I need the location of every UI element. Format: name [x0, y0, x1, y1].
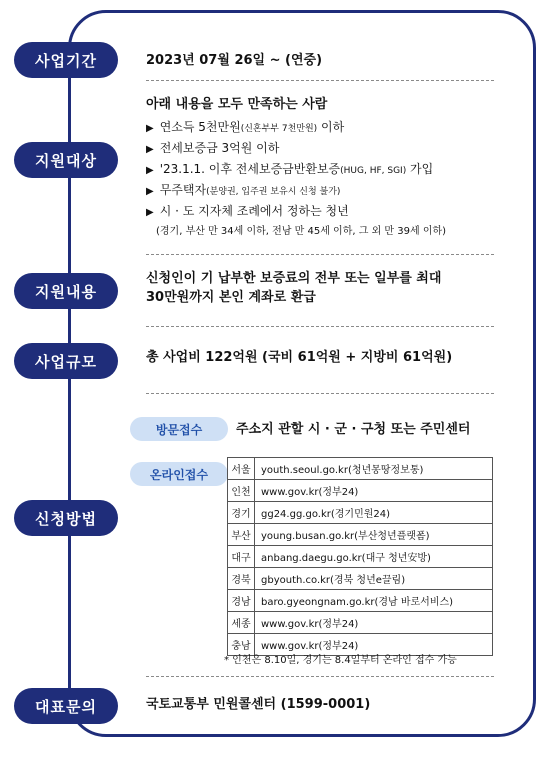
eligibility-section [146, 95, 494, 240]
label-support: 지원내용 [14, 273, 118, 309]
arrow-bullet-icon: ▶ [146, 123, 154, 134]
site-region: 경북 [228, 568, 255, 590]
site-url: baro.gyeongnam.go.kr(경남 바로서비스) [255, 590, 493, 612]
site-url: anbang.daegu.go.kr(대구 청년安방) [255, 546, 493, 568]
site-url: gbyouth.co.kr(경북 청년e끌림) [255, 568, 493, 590]
table-row [228, 524, 493, 546]
eligibility-item-main: 시 · 도 지자체 조례에서 정하는 청년 [159, 204, 349, 218]
divider [146, 254, 494, 255]
label-apply: 신청방법 [14, 500, 118, 536]
divider [146, 676, 494, 677]
table-row [228, 502, 493, 524]
eligibility-item-tail: 이하 [317, 120, 345, 134]
label-contact: 대표문의 [14, 688, 118, 724]
contact-text: 국토교통부 민원콜센터 (1599-0001) [146, 697, 371, 712]
site-region: 서울 [228, 458, 255, 480]
table-row [228, 612, 493, 634]
label-scale: 사업규모 [14, 343, 118, 379]
table-row [228, 590, 493, 612]
eligibility-item-sub: (HUG, HF, SGI) [340, 166, 407, 176]
label-period: 사업기간 [14, 42, 118, 78]
eligibility-item-main: 전세보증금 3억원 이하 [159, 141, 280, 155]
visit-label: 방문접수 [130, 417, 228, 441]
eligibility-item [146, 202, 494, 223]
site-url: young.busan.go.kr(부산청년플랫폼) [255, 524, 493, 546]
site-url: www.gov.kr(정부24) [255, 612, 493, 634]
divider [146, 326, 494, 327]
table-row [228, 546, 493, 568]
online-label: 온라인접수 [130, 462, 228, 486]
site-region: 경기 [228, 502, 255, 524]
arrow-bullet-icon: ▶ [146, 186, 154, 197]
eligibility-item-sub: (분양권, 입주권 보유시 신청 불가) [206, 187, 341, 197]
visit-text: 주소지 관할 시 · 군 · 구청 또는 주민센터 [236, 422, 471, 437]
eligibility-heading: 아래 내용을 모두 만족하는 사람 [146, 97, 328, 112]
support-line-2: 30만원까지 본인 계좌로 환급 [146, 290, 316, 305]
divider [146, 80, 494, 81]
eligibility-item-main: 무주택자 [159, 183, 207, 197]
table-row [228, 458, 493, 480]
eligibility-item [146, 118, 494, 139]
table-row [228, 568, 493, 590]
support-line-1: 신청인이 기 납부한 보증료의 전부 또는 일부를 최대 [146, 271, 442, 286]
period-text: 2023년 07월 26일 ~ (연중) [146, 53, 323, 68]
eligibility-item [146, 160, 494, 181]
apply-footnote: * 인천은 8.10일, 경기는 8.4일부터 온라인 접수 가능 [224, 655, 457, 666]
online-sites-table [227, 457, 493, 656]
site-url: youth.seoul.go.kr(청년몽땅정보통) [255, 458, 493, 480]
label-eligibility: 지원대상 [14, 142, 118, 178]
site-region: 인천 [228, 480, 255, 502]
arrow-bullet-icon: ▶ [146, 207, 154, 218]
eligibility-list [146, 118, 494, 223]
eligibility-item-main: '23.1.1. 이후 전세보증금반환보증 [159, 162, 341, 176]
eligibility-note: (경기, 부산 만 34세 이하, 전남 만 45세 이하, 그 외 만 39세 이하) [156, 226, 447, 237]
divider [146, 393, 494, 394]
site-region: 세종 [228, 612, 255, 634]
site-url: www.gov.kr(정부24) [255, 480, 493, 502]
arrow-bullet-icon: ▶ [146, 165, 154, 176]
site-region: 부산 [228, 524, 255, 546]
eligibility-item-tail: 가입 [406, 162, 434, 176]
table-row [228, 480, 493, 502]
site-region: 대구 [228, 546, 255, 568]
eligibility-item [146, 139, 494, 160]
eligibility-item-sub: (신혼부부 7천만원) [240, 124, 318, 134]
site-url: gg24.gg.go.kr(경기민원24) [255, 502, 493, 524]
site-url: www.gov.kr(정부24) [255, 634, 493, 656]
support-section [146, 269, 494, 307]
eligibility-item [146, 181, 494, 202]
site-region: 경남 [228, 590, 255, 612]
arrow-bullet-icon: ▶ [146, 144, 154, 155]
scale-text: 총 사업비 122억원 (국비 61억원 + 지방비 61억원) [146, 350, 453, 365]
eligibility-item-main: 연소득 5천만원 [159, 120, 241, 134]
site-region: 충남 [228, 634, 255, 656]
